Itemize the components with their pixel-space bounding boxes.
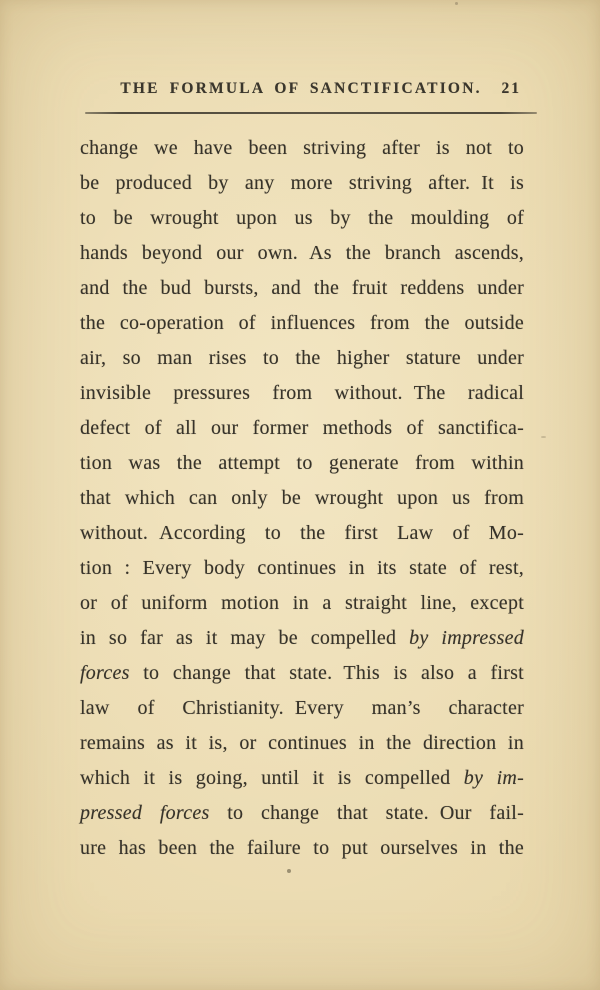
text-segment: tion was the attempt to generate from within [80,452,524,474]
text-segment: hands beyond our own. [80,242,299,264]
text-segment: to change that state. [129,662,333,684]
text-line [80,446,524,481]
paper-speck [287,869,291,873]
text-segment: As the branch ascends, [309,242,524,264]
italic-text: by impressed [409,627,524,649]
text-segment: The radical [413,382,524,404]
text-segment: This is also a first [343,662,524,684]
text-segment: invisible pressures from without. [80,382,403,404]
text-line [80,131,524,166]
text-segment: ure has been the failure to put ourselves in the [80,837,524,859]
text-line [80,761,524,796]
text-segment: and the bud bursts, and the fruit reddens under [80,277,524,299]
text-line [80,621,524,656]
page-header [75,80,527,100]
text-segment: According to the first Law of Mo- [159,522,524,544]
text-line [80,306,524,341]
paper-speck [541,436,546,438]
text-segment: remains as it is, or continues in the direction in [80,732,524,754]
text-segment: or of uniform motion in a straight line, except [80,592,524,614]
header-rule [85,112,537,114]
italic-text: by im- [463,767,524,789]
text-segment: that which can only be wrought upon us from [80,487,524,509]
text-segment: the co-operation of influences from the outside [80,312,524,334]
text-segment: It is [481,172,525,194]
text-segment: defect of all our former methods of sanctifica- [80,417,524,439]
text-line [80,656,524,691]
text-segment: which it is going, until it is compelled [80,767,464,789]
page-number: 21 [501,80,521,97]
text-segment: change we have been striving after is not to [80,137,524,159]
text-line [80,341,524,376]
text-line [80,236,524,271]
italic-text: forces [80,662,130,684]
text-segment: to be wrought upon us by the moulding of [80,207,524,229]
text-line [80,201,524,236]
text-line [80,411,524,446]
text-line [80,271,524,306]
italic-text: pressed forces [80,802,210,824]
text-line [80,376,524,411]
text-segment: tion : Every body continues in its state of rest, [80,557,524,579]
text-segment: be produced by any more striving after. [80,172,471,194]
text-segment: air, so man rises to the higher stature under [80,347,524,369]
text-segment: to change that state. [209,802,429,824]
text-line [80,481,524,516]
text-line [80,726,524,761]
text-line [80,551,524,586]
text-segment: Our fail- [439,802,524,824]
text-line [80,796,524,831]
text-segment: law of Christianity. [80,697,284,719]
text-segment: Every man’s character [294,697,524,719]
body-text [80,131,524,866]
text-line [80,586,524,621]
running-title: THE FORMULA OF SANCTIFICATION. [120,80,482,97]
text-line [80,166,524,201]
text-line [80,831,524,866]
text-line [80,691,524,726]
text-line [80,516,524,551]
text-segment: in so far as it may be compelled [80,627,410,649]
paper-speck [455,2,458,5]
text-segment: without. [80,522,149,544]
